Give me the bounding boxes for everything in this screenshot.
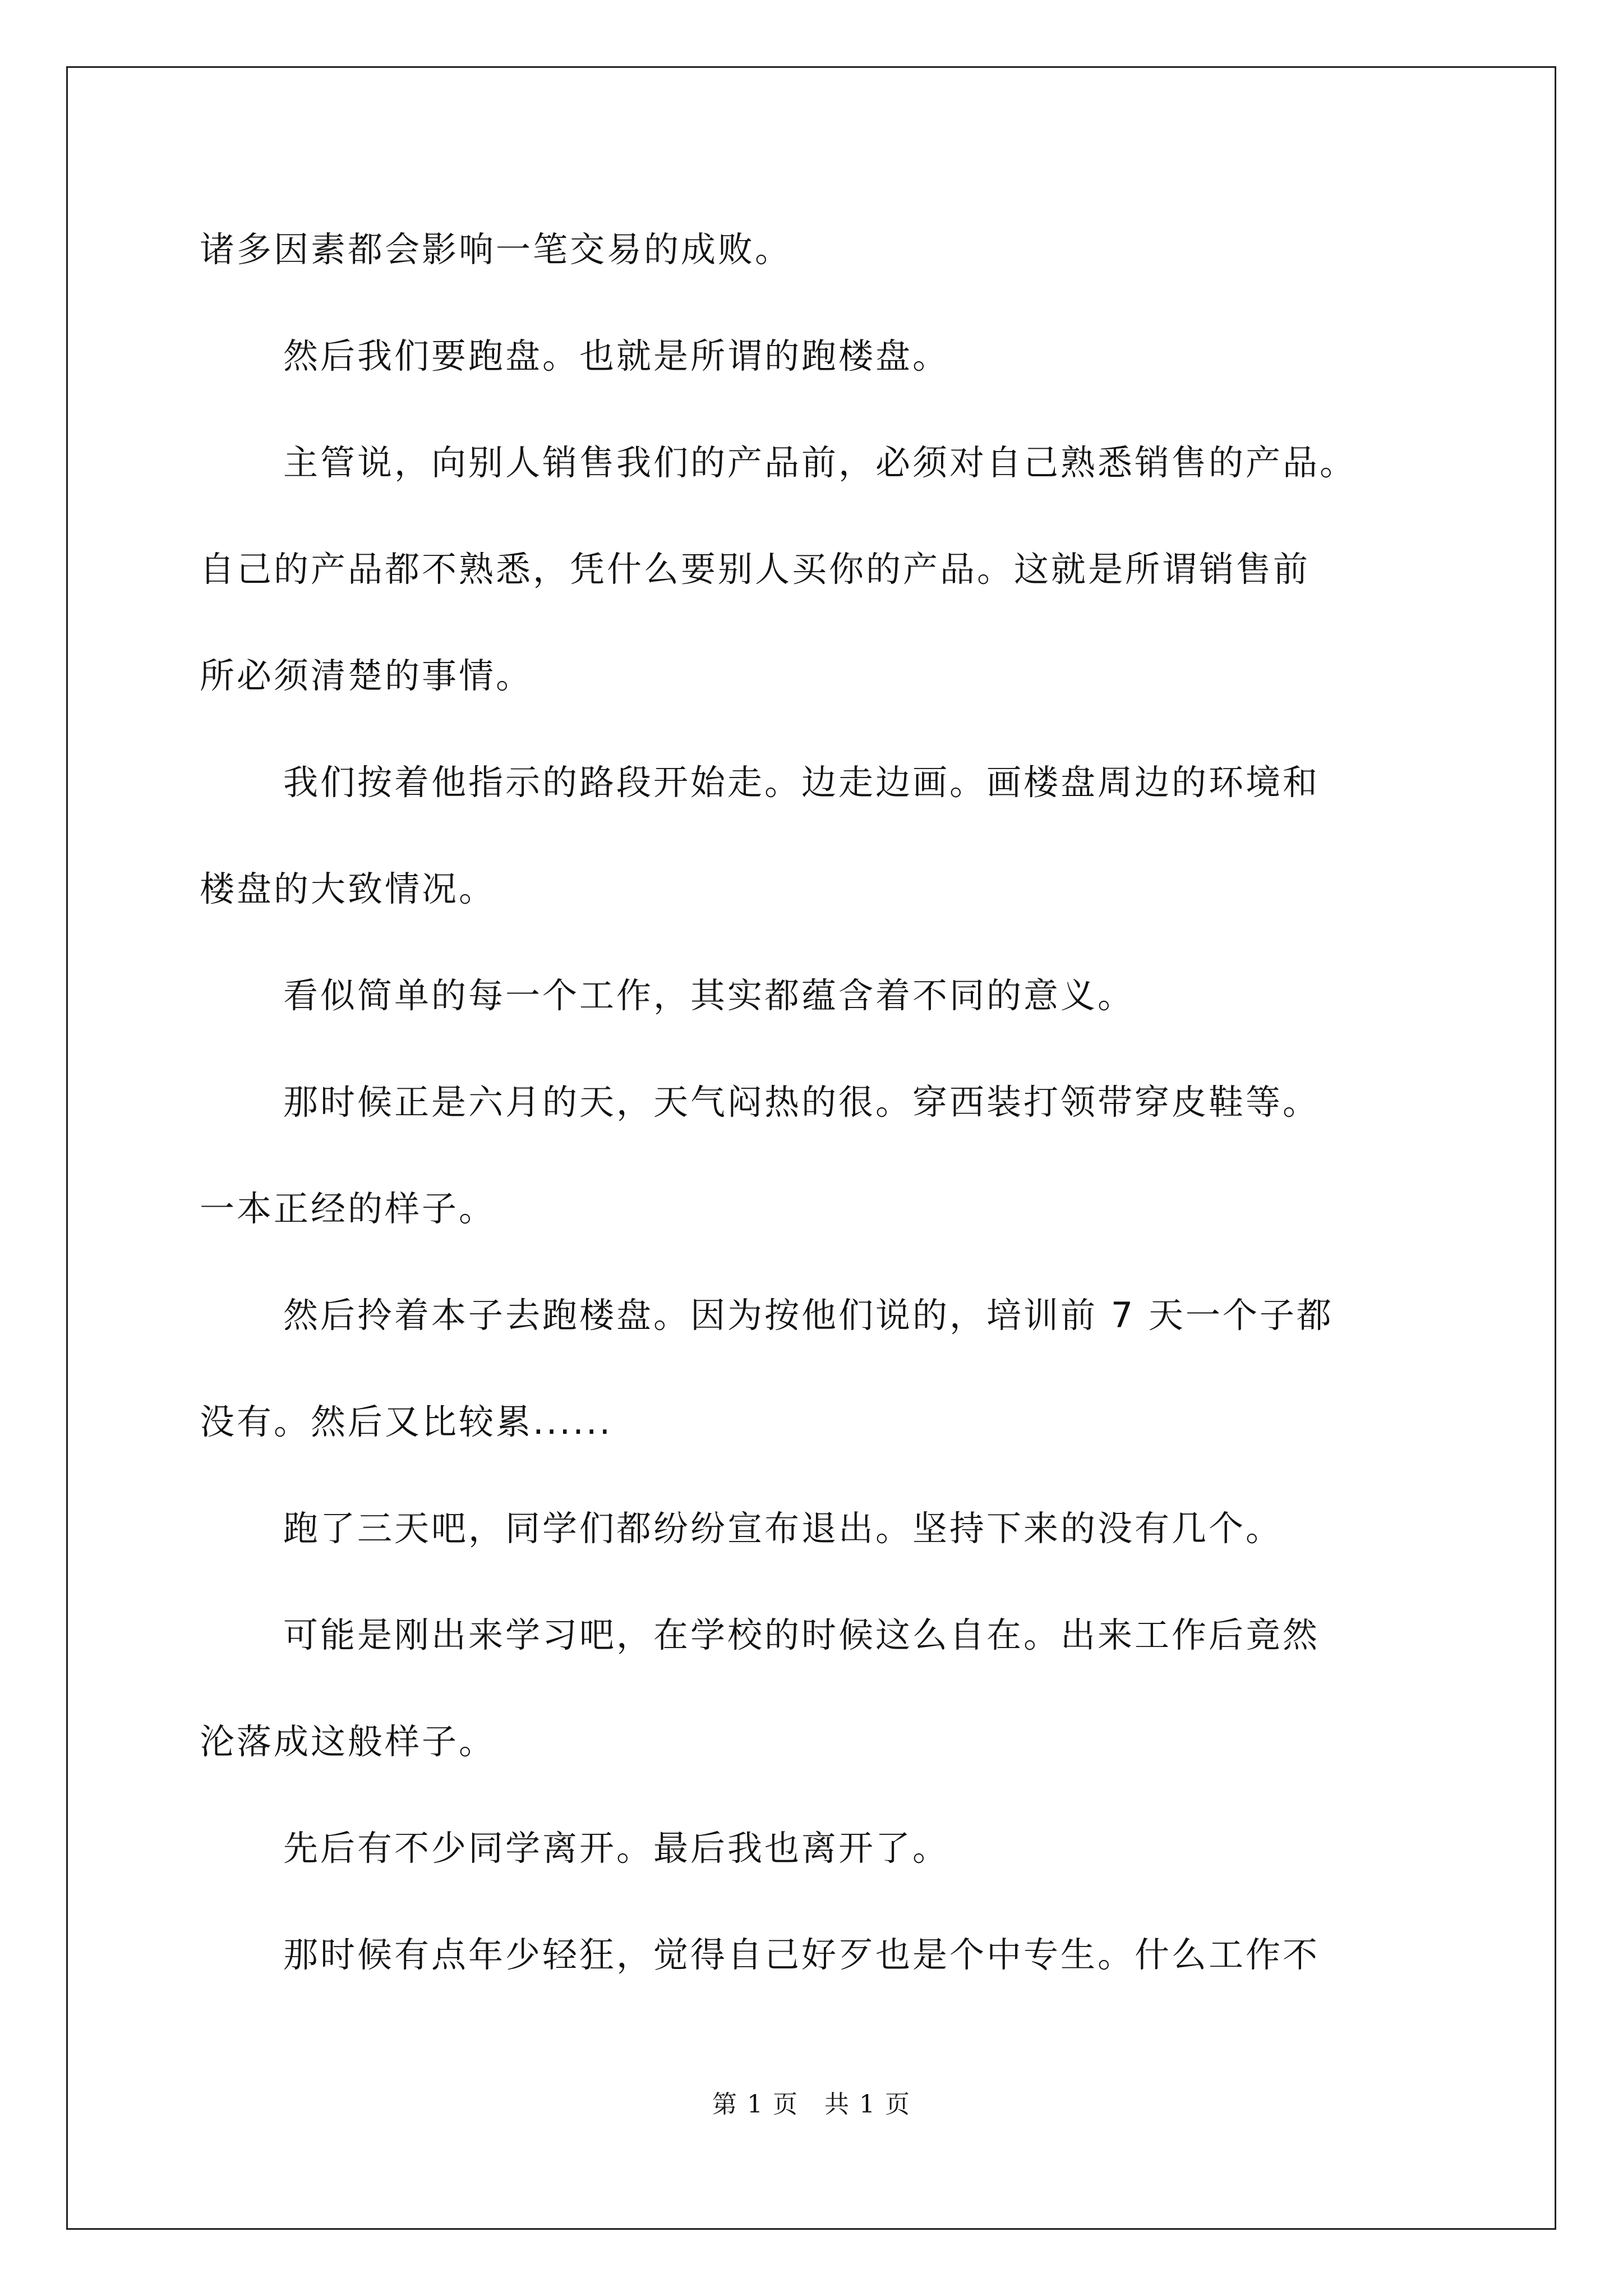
text-line: 自己的产品都不熟悉，凭什么要别人买你的产品。这就是所谓销售前 <box>200 549 1311 590</box>
text-line: 楼盘的大致情况。 <box>200 868 496 909</box>
text-line: 一本正经的样子。 <box>200 1188 496 1229</box>
page-border <box>66 66 1556 2230</box>
text-line: 那时候正是六月的天，天气闷热的很。穿西装打领带穿皮鞋等。 <box>283 1082 1320 1122</box>
text-line: 没有。然后又比较累...... <box>200 1401 613 1442</box>
text-line: 看似简单的每一个工作，其实都蕴含着不同的意义。 <box>283 975 1135 1016</box>
text-line: 我们按着他指示的路段开始走。边走边画。画楼盘周边的环境和 <box>283 762 1320 803</box>
page-footer: 第 1 页 共 1 页 <box>712 2090 911 2119</box>
text-line: 沦落成这般样子。 <box>200 1721 496 1762</box>
text-line: 然后我们要跑盘。也就是所谓的跑楼盘。 <box>283 335 950 376</box>
text-line: 主管说，向别人销售我们的产品前，必须对自己熟悉销售的产品。 <box>283 442 1357 483</box>
text-line: 诸多因素都会影响一笔交易的成败。 <box>200 229 792 270</box>
text-line: 然后拎着本子去跑楼盘。因为按他们说的，培训前 7 天一个子都 <box>283 1295 1334 1336</box>
text-line: 可能是刚出来学习吧，在学校的时候这么自在。出来工作后竟然 <box>283 1614 1320 1655</box>
text-line: 那时候有点年少轻狂，觉得自己好歹也是个中专生。什么工作不 <box>283 1934 1320 1975</box>
text-line: 所必须清楚的事情。 <box>200 655 533 696</box>
text-line: 先后有不少同学离开。最后我也离开了。 <box>283 1828 950 1869</box>
text-line: 跑了三天吧，同学们都纷纷宣布退出。坚持下来的没有几个。 <box>283 1508 1283 1549</box>
